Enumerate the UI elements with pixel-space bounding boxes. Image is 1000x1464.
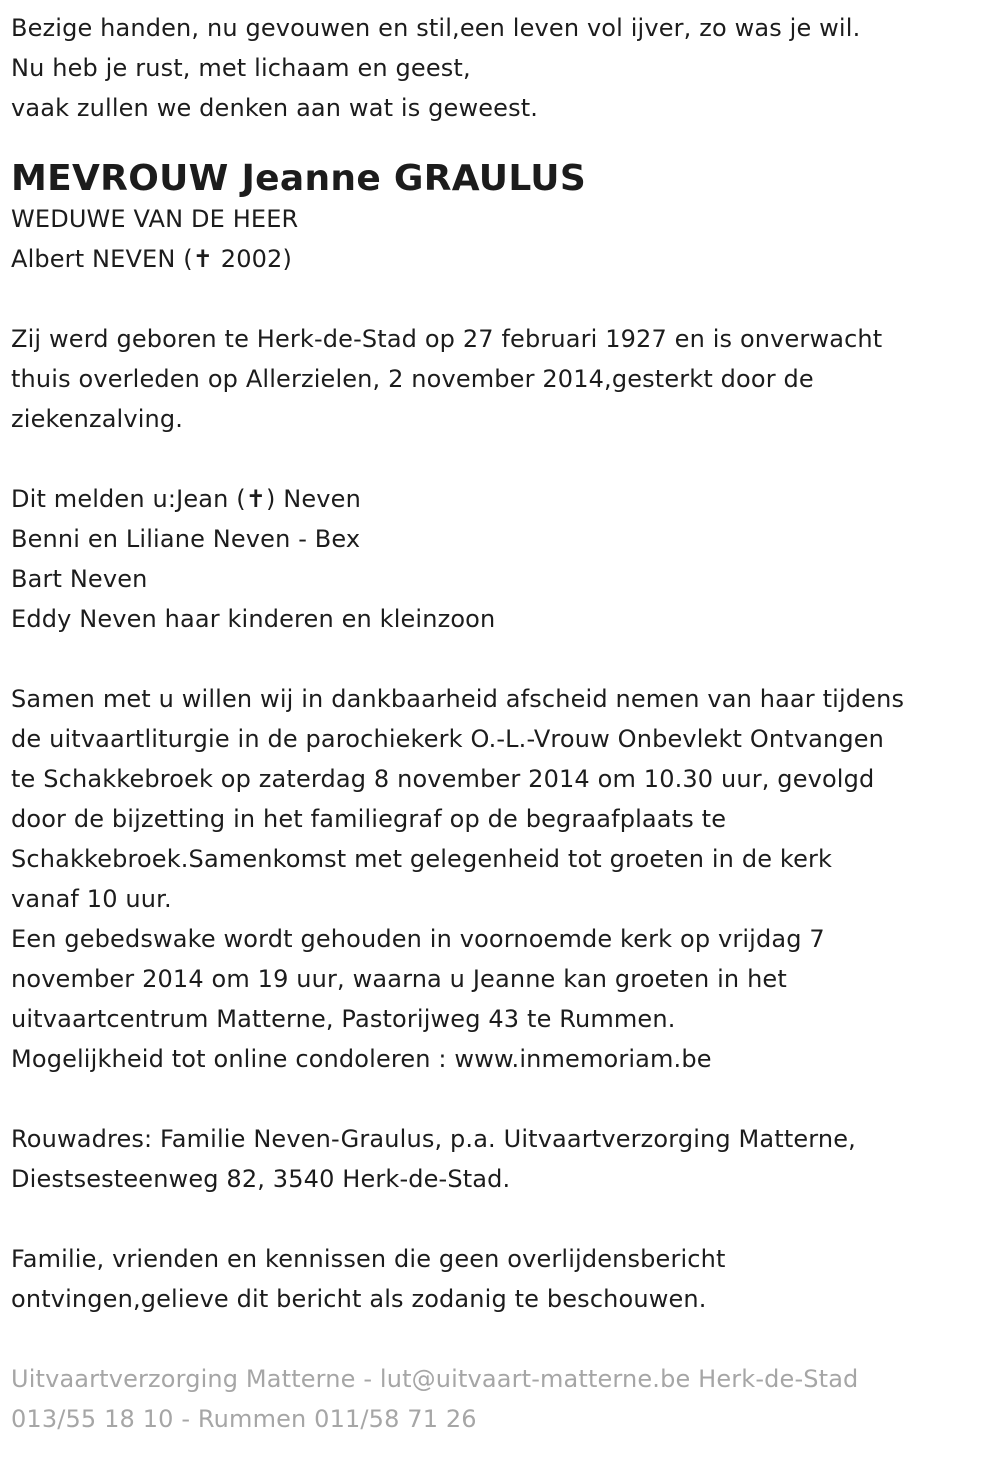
deceased-name: MEVROUW Jeanne GRAULUS: [11, 158, 587, 199]
paragraph-line: te Schakkebroek op zaterdag 8 november 2014 om 10.30 uur, gevolgd: [11, 765, 875, 793]
paragraph-line: Familie, vrienden en kennissen die geen overlijdensbericht: [11, 1245, 726, 1273]
address-line: Rouwadres: Familie Neven-Graulus, p.a. Uitvaartverzorging Matterne,: [11, 1125, 856, 1153]
spacer: [11, 1079, 985, 1119]
spacer: [11, 439, 985, 479]
announcers-list: [11, 479, 985, 639]
birth-death-paragraph: [11, 319, 985, 439]
mourning-address: [11, 1119, 985, 1199]
spacer: [11, 128, 985, 153]
poem-line: vaak zullen we denken aan wat is geweest.: [11, 94, 539, 122]
poem-line: Nu heb je rust, met lichaam en geest,: [11, 54, 471, 82]
paragraph-line: ziekenzalving.: [11, 405, 184, 433]
spacer: [11, 1319, 985, 1359]
announcer-line: Bart Neven: [11, 565, 148, 593]
spacer: [11, 279, 985, 319]
spacer: [11, 1199, 985, 1239]
paragraph-line: Mogelijkheid tot online condoleren : www.inmemoriam.be: [11, 1045, 712, 1073]
paragraph-line: Een gebedswake wordt gehouden in voornoemde kerk op vrijdag 7: [11, 925, 825, 953]
deceased-block: [11, 153, 985, 279]
paragraph-line: november 2014 om 19 uur, waarna u Jeanne kan groeten in het: [11, 965, 787, 993]
announcer-line: Dit melden u:Jean (✝) Neven: [11, 485, 361, 513]
paragraph-line: thuis overleden op Allerzielen, 2 november 2014,gesterkt door de: [11, 365, 814, 393]
announcer-line: Eddy Neven haar kinderen en kleinzoon: [11, 605, 496, 633]
poem-line: Bezige handen, nu gevouwen en stil,een leven vol ijver, zo was je wil.: [11, 14, 861, 42]
poem: [11, 8, 985, 128]
paragraph-line: vanaf 10 uur.: [11, 885, 172, 913]
deceased-spouse: Albert NEVEN (✝ 2002): [11, 245, 292, 273]
paragraph-line: Schakkebroek.Samenkomst met gelegenheid tot groeten in de kerk: [11, 845, 833, 873]
paragraph-line: de uitvaartliturgie in de parochiekerk O.-L.-Vrouw Onbevlekt Ontvangen: [11, 725, 885, 753]
footer-line: 013/55 18 10 - Rummen 011/58 71 26: [11, 1405, 477, 1433]
paragraph-line: uitvaartcentrum Matterne, Pastorijweg 43 te Rummen.: [11, 1005, 676, 1033]
announcer-line: Benni en Liliane Neven - Bex: [11, 525, 361, 553]
paragraph-line: ontvingen,gelieve dit bericht als zodanig te beschouwen.: [11, 1285, 707, 1313]
paragraph-line: Zij werd geboren te Herk-de-Stad op 27 februari 1927 en is onverwacht: [11, 325, 883, 353]
spacer: [11, 639, 985, 679]
deceased-title: WEDUWE VAN DE HEER: [11, 205, 299, 233]
service-paragraph: [11, 679, 985, 1079]
paragraph-line: Samen met u willen wij in dankbaarheid afscheid nemen van haar tijdens: [11, 685, 905, 713]
funeral-home-footer: [11, 1359, 985, 1439]
footer-line: Uitvaartverzorging Matterne - lut@uitvaart-matterne.be Herk-de-Stad: [11, 1365, 859, 1393]
notice-paragraph: [11, 1239, 985, 1319]
paragraph-line: door de bijzetting in het familiegraf op de begraafplaats te: [11, 805, 727, 833]
address-line: Diestsesteenweg 82, 3540 Herk-de-Stad.: [11, 1165, 511, 1193]
